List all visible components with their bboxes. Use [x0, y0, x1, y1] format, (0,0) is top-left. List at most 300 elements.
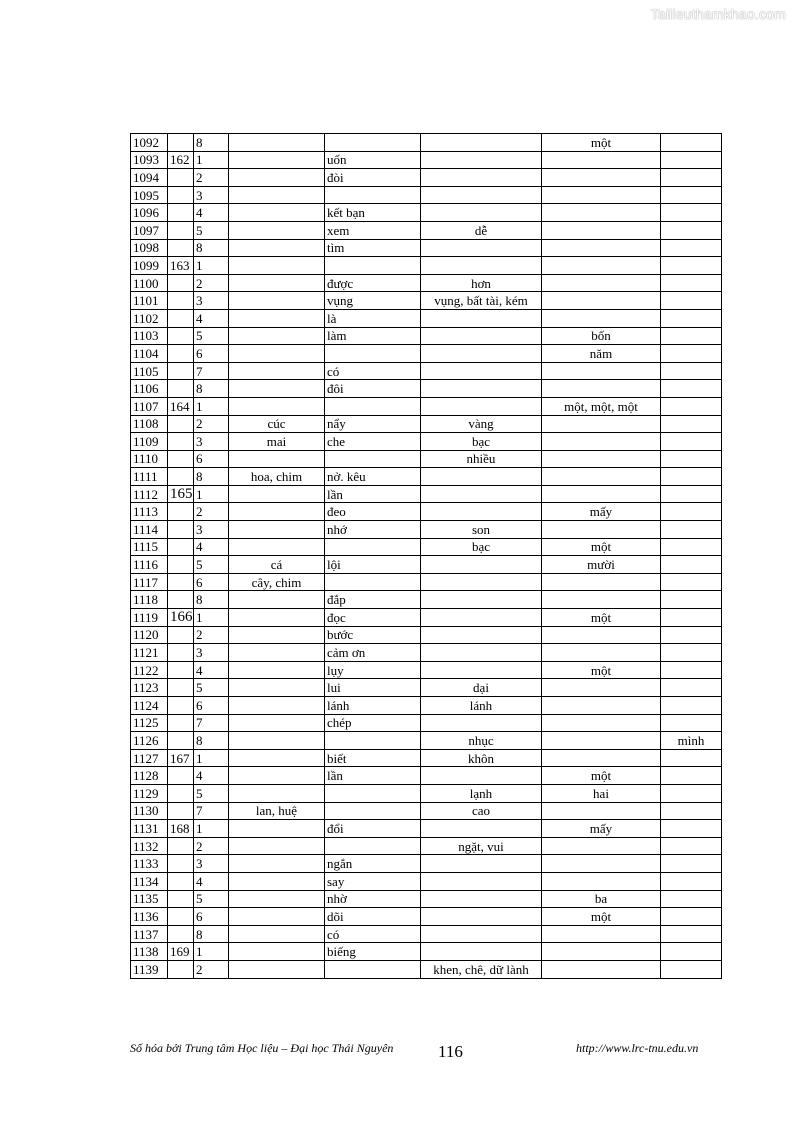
table-row: [131, 573, 722, 591]
table-row: [131, 221, 722, 239]
table-cell: 1136: [131, 908, 168, 926]
table-cell: son: [421, 521, 542, 539]
table-cell: [229, 169, 325, 187]
table-cell: 5: [194, 327, 229, 345]
table-cell: 4: [194, 661, 229, 679]
table-cell: [542, 679, 661, 697]
table-cell: [542, 573, 661, 591]
table-cell: 2: [194, 274, 229, 292]
table-cell: che: [325, 433, 421, 451]
table-cell: 6: [194, 908, 229, 926]
table-row: [131, 609, 722, 627]
table-cell: bạc: [421, 538, 542, 556]
table-row: [131, 239, 722, 257]
table-cell: vụng: [325, 292, 421, 310]
table-cell: [661, 802, 722, 820]
table-cell: [229, 221, 325, 239]
table-cell: [421, 327, 542, 345]
table-cell: [421, 169, 542, 187]
table-cell: [229, 538, 325, 556]
table-cell: một: [542, 767, 661, 785]
table-cell: [421, 309, 542, 327]
table-row: [131, 345, 722, 363]
table-cell: [168, 468, 194, 486]
table-row: [131, 697, 722, 715]
table-cell: [325, 134, 421, 152]
table-cell: [542, 521, 661, 539]
table-cell: [661, 274, 722, 292]
table-row: [131, 872, 722, 890]
table-cell: [229, 855, 325, 873]
table-cell: [421, 908, 542, 926]
table-cell: [421, 151, 542, 169]
table-cell: 1092: [131, 134, 168, 152]
table-cell: 4: [194, 204, 229, 222]
table-cell: [661, 239, 722, 257]
table-cell: [168, 802, 194, 820]
table-cell: đổi: [325, 820, 421, 838]
table-cell: 3: [194, 186, 229, 204]
table-cell: [661, 767, 722, 785]
table-cell: 1: [194, 257, 229, 275]
table-cell: [168, 186, 194, 204]
table-cell: [421, 609, 542, 627]
table-cell: [661, 784, 722, 802]
table-row: [131, 591, 722, 609]
table-row: [131, 784, 722, 802]
table-cell: [542, 274, 661, 292]
table-cell: [325, 538, 421, 556]
table-cell: [229, 151, 325, 169]
table-cell: [421, 468, 542, 486]
table-cell: kết bạn: [325, 204, 421, 222]
table-cell: [168, 433, 194, 451]
table-cell: [661, 697, 722, 715]
table-cell: [229, 890, 325, 908]
table-cell: dễ: [421, 221, 542, 239]
table-cell: [661, 925, 722, 943]
table-row: [131, 960, 722, 978]
table-cell: [661, 397, 722, 415]
table-cell: đọc: [325, 609, 421, 627]
table-cell: [168, 732, 194, 750]
table-cell: [542, 855, 661, 873]
table-cell: cá: [229, 556, 325, 574]
table-cell: [168, 767, 194, 785]
table-row: [131, 943, 722, 961]
table-cell: [542, 151, 661, 169]
table-cell: [542, 468, 661, 486]
table-cell: 1131: [131, 820, 168, 838]
table-cell: [661, 714, 722, 732]
table-cell: một, một, một: [542, 397, 661, 415]
table-cell: [421, 661, 542, 679]
table-cell: [661, 855, 722, 873]
table-cell: [661, 521, 722, 539]
table-cell: [661, 169, 722, 187]
table-cell: lội: [325, 556, 421, 574]
table-row: [131, 309, 722, 327]
table-cell: 2: [194, 960, 229, 978]
table-cell: 163: [168, 257, 194, 275]
table-cell: 2: [194, 503, 229, 521]
table-cell: ngặt, vui: [421, 837, 542, 855]
table-cell: 1104: [131, 345, 168, 363]
table-cell: 2: [194, 837, 229, 855]
table-cell: 1122: [131, 661, 168, 679]
table-cell: 4: [194, 538, 229, 556]
table-cell: 1101: [131, 292, 168, 310]
table-cell: 1095: [131, 186, 168, 204]
table-cell: 1125: [131, 714, 168, 732]
table-cell: [229, 872, 325, 890]
table-row: [131, 134, 722, 152]
table-cell: [421, 239, 542, 257]
table-cell: [168, 837, 194, 855]
table-cell: 1110: [131, 450, 168, 468]
table-cell: 1113: [131, 503, 168, 521]
table-body: [131, 134, 722, 979]
table-row: [131, 890, 722, 908]
table-row: [131, 521, 722, 539]
table-cell: [229, 309, 325, 327]
table-cell: uốn: [325, 151, 421, 169]
table-cell: 162: [168, 151, 194, 169]
table-cell: [229, 784, 325, 802]
table-cell: 1: [194, 943, 229, 961]
table-cell: nẩy: [325, 415, 421, 433]
table-cell: mấy: [542, 820, 661, 838]
table-cell: [661, 186, 722, 204]
table-cell: lụy: [325, 661, 421, 679]
table-cell: 1: [194, 397, 229, 415]
table-cell: 1100: [131, 274, 168, 292]
table-cell: [421, 257, 542, 275]
table-cell: 2: [194, 169, 229, 187]
table-cell: [168, 626, 194, 644]
table-cell: [168, 908, 194, 926]
table-row: [131, 661, 722, 679]
table-cell: năm: [542, 345, 661, 363]
table-cell: [421, 485, 542, 503]
table-cell: 1107: [131, 397, 168, 415]
table-cell: nhờ: [325, 890, 421, 908]
table-row: [131, 485, 722, 503]
table-cell: [168, 169, 194, 187]
table-cell: [229, 820, 325, 838]
table-cell: 1138: [131, 943, 168, 961]
table-cell: 5: [194, 556, 229, 574]
table-cell: [661, 626, 722, 644]
table-cell: [661, 820, 722, 838]
table-cell: 1132: [131, 837, 168, 855]
table-cell: [168, 644, 194, 662]
table-row: [131, 468, 722, 486]
table-cell: [325, 837, 421, 855]
table-cell: [229, 714, 325, 732]
table-cell: khôn: [421, 749, 542, 767]
table-row: [131, 186, 722, 204]
table-cell: 1098: [131, 239, 168, 257]
table-row: [131, 714, 722, 732]
table-cell: 6: [194, 697, 229, 715]
table-cell: tìm: [325, 239, 421, 257]
table-cell: là: [325, 309, 421, 327]
table-row: [131, 749, 722, 767]
table-cell: [229, 908, 325, 926]
table-cell: có: [325, 925, 421, 943]
table-cell: [168, 239, 194, 257]
table-cell: [421, 556, 542, 574]
table-cell: dại: [421, 679, 542, 697]
table-cell: [661, 309, 722, 327]
table-cell: 1119: [131, 609, 168, 627]
table-cell: vàng: [421, 415, 542, 433]
table-cell: nhớ: [325, 521, 421, 539]
table-cell: [421, 345, 542, 363]
table-cell: [421, 503, 542, 521]
table-cell: [542, 415, 661, 433]
table-cell: [661, 468, 722, 486]
table-cell: [542, 450, 661, 468]
table-cell: 168: [168, 820, 194, 838]
table-cell: [229, 837, 325, 855]
table-cell: [421, 573, 542, 591]
table-cell: [661, 415, 722, 433]
table-cell: một: [542, 908, 661, 926]
table-cell: 7: [194, 714, 229, 732]
table-cell: [542, 960, 661, 978]
table-cell: 167: [168, 749, 194, 767]
table-cell: [661, 345, 722, 363]
table-cell: [421, 714, 542, 732]
table-cell: 6: [194, 345, 229, 363]
table-cell: [229, 960, 325, 978]
table-cell: cao: [421, 802, 542, 820]
table-cell: 3: [194, 292, 229, 310]
table-cell: 1111: [131, 468, 168, 486]
table-cell: lần: [325, 767, 421, 785]
table-cell: [542, 749, 661, 767]
table-cell: 1097: [131, 221, 168, 239]
table-row: [131, 151, 722, 169]
table-cell: [325, 345, 421, 363]
table-row: [131, 732, 722, 750]
table-cell: mai: [229, 433, 325, 451]
table-cell: ngắn: [325, 855, 421, 873]
table-cell: 4: [194, 309, 229, 327]
table-cell: 7: [194, 802, 229, 820]
table-cell: [421, 397, 542, 415]
table-row: [131, 925, 722, 943]
table-row: [131, 626, 722, 644]
table-cell: [421, 186, 542, 204]
table-cell: [229, 292, 325, 310]
table-cell: [661, 749, 722, 767]
table-cell: biếng: [325, 943, 421, 961]
table-cell: [325, 802, 421, 820]
table-cell: [168, 327, 194, 345]
table-cell: [168, 556, 194, 574]
table-cell: đôi: [325, 380, 421, 398]
table-cell: [542, 362, 661, 380]
table-cell: vụng, bất tài, kém: [421, 292, 542, 310]
table-cell: [421, 925, 542, 943]
table-cell: nhiều: [421, 450, 542, 468]
table-row: [131, 855, 722, 873]
table-cell: [229, 134, 325, 152]
table-cell: [229, 661, 325, 679]
table-cell: [168, 521, 194, 539]
table-cell: 1099: [131, 257, 168, 275]
table-cell: lần: [325, 485, 421, 503]
table-cell: 166: [168, 609, 194, 627]
table-row: [131, 169, 722, 187]
table-cell: [229, 186, 325, 204]
table-cell: [421, 644, 542, 662]
table-cell: [168, 925, 194, 943]
table-cell: [542, 380, 661, 398]
table-row: [131, 820, 722, 838]
table-cell: một: [542, 134, 661, 152]
table-cell: 1: [194, 820, 229, 838]
table-cell: cây, chim: [229, 573, 325, 591]
table-cell: [229, 239, 325, 257]
table-cell: 8: [194, 468, 229, 486]
table-cell: đeo: [325, 503, 421, 521]
table-cell: [421, 204, 542, 222]
table-cell: 1096: [131, 204, 168, 222]
table-cell: 5: [194, 679, 229, 697]
table-cell: một: [542, 661, 661, 679]
table-row: [131, 292, 722, 310]
table-cell: 1120: [131, 626, 168, 644]
table-cell: chép: [325, 714, 421, 732]
table-cell: [661, 503, 722, 521]
footer-url[interactable]: http://www.lrc-tnu.edu.vn: [576, 1041, 699, 1055]
table-cell: hai: [542, 784, 661, 802]
table-cell: [661, 204, 722, 222]
table-cell: [542, 925, 661, 943]
table-cell: [229, 697, 325, 715]
table-cell: [661, 556, 722, 574]
table-cell: [661, 573, 722, 591]
table-cell: say: [325, 872, 421, 890]
table-cell: [542, 309, 661, 327]
table-cell: [542, 239, 661, 257]
table-cell: [421, 380, 542, 398]
table-cell: [168, 784, 194, 802]
table-cell: [661, 292, 722, 310]
table-cell: [168, 380, 194, 398]
table-cell: [542, 591, 661, 609]
table-cell: [421, 134, 542, 152]
table-row: [131, 538, 722, 556]
table-cell: 1118: [131, 591, 168, 609]
table-cell: [661, 151, 722, 169]
table-cell: 8: [194, 591, 229, 609]
table-cell: 3: [194, 644, 229, 662]
table-cell: [168, 415, 194, 433]
table-cell: [229, 327, 325, 345]
table-cell: xem: [325, 221, 421, 239]
data-table: [130, 133, 722, 979]
table-cell: [229, 521, 325, 539]
table-cell: 1121: [131, 644, 168, 662]
table-cell: [168, 309, 194, 327]
table-cell: [421, 591, 542, 609]
table-row: [131, 257, 722, 275]
table-cell: [661, 450, 722, 468]
table-cell: [661, 644, 722, 662]
table-cell: [325, 573, 421, 591]
table-cell: [421, 626, 542, 644]
table-cell: [168, 450, 194, 468]
table-cell: bốn: [542, 327, 661, 345]
table-cell: 5: [194, 221, 229, 239]
table-cell: [229, 679, 325, 697]
table-cell: cảm ơn: [325, 644, 421, 662]
table-cell: bạc: [421, 433, 542, 451]
table-cell: [542, 697, 661, 715]
table-cell: [229, 257, 325, 275]
table-cell: [325, 397, 421, 415]
table-cell: [661, 433, 722, 451]
table-cell: một: [542, 609, 661, 627]
table-cell: [661, 327, 722, 345]
table-cell: 3: [194, 855, 229, 873]
table-cell: [661, 134, 722, 152]
table-cell: 1: [194, 609, 229, 627]
table-cell: hoa, chim: [229, 468, 325, 486]
table-cell: [168, 697, 194, 715]
table-cell: 3: [194, 521, 229, 539]
table-row: [131, 433, 722, 451]
table-cell: [421, 943, 542, 961]
table-cell: khen, chê, dữ lành: [421, 960, 542, 978]
table-cell: [542, 169, 661, 187]
table-cell: [661, 221, 722, 239]
table-cell: [542, 802, 661, 820]
table-cell: 1124: [131, 697, 168, 715]
table-cell: 1108: [131, 415, 168, 433]
table-row: [131, 397, 722, 415]
table-cell: 1129: [131, 784, 168, 802]
table-cell: [325, 450, 421, 468]
table-cell: [168, 661, 194, 679]
table-cell: 1116: [131, 556, 168, 574]
table-cell: [325, 960, 421, 978]
table-cell: [661, 908, 722, 926]
table-cell: biết: [325, 749, 421, 767]
table-row: [131, 274, 722, 292]
table-cell: mấy: [542, 503, 661, 521]
table-cell: được: [325, 274, 421, 292]
table-cell: 1126: [131, 732, 168, 750]
table-cell: lạnh: [421, 784, 542, 802]
table-cell: [661, 609, 722, 627]
table-row: [131, 380, 722, 398]
table-row: [131, 327, 722, 345]
table-cell: [229, 732, 325, 750]
table-row: [131, 908, 722, 926]
table-cell: [229, 450, 325, 468]
table-cell: [661, 485, 722, 503]
table-cell: 1123: [131, 679, 168, 697]
table-cell: [229, 925, 325, 943]
table-cell: [661, 679, 722, 697]
table-cell: 1135: [131, 890, 168, 908]
